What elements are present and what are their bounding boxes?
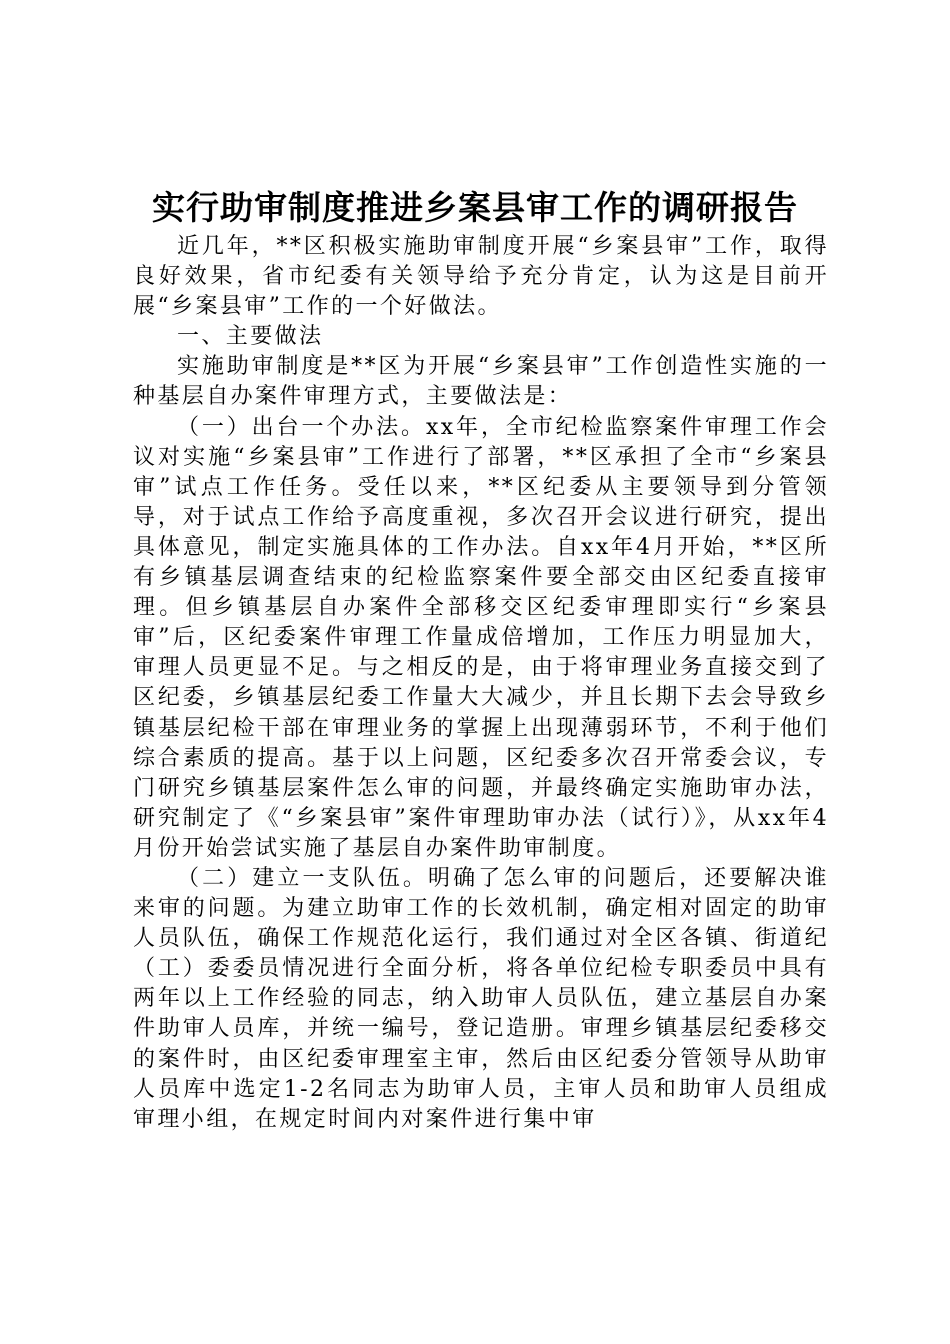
document-body bbox=[133, 232, 829, 1135]
section-heading-main-practices: 一、主要做法 bbox=[177, 324, 324, 350]
paragraph-item-1: （一）出台一个办法。xx年，全市纪检监察案件审理工作会议对实施“乡案县审”工作进行了部署，**区承担了全市“乡案县审”试点工作任务。受任以来，**区纪委从主要领导到分管领导，对于试点工作给予高度重视，多次召开会议进行研究，提出具体意见，制定实施具体的工作办法。自xx年4月开始，**区所有乡镇基层调查结束的纪检监察案件要全部交由区纪委直接审理。但乡镇基层自办案件全部移交区纪委审理即实行“乡案县审”后，区纪委案件审理工作量成倍增加，工作压力明显加大，审理人员更显不足。与之相反的是，由于将审理业务直接交到了区纪委，乡镇基层纪委工作量大大减少，并且长期下去会导致乡镇基层纪检干部在审理业务的掌握上出现薄弱环节，不利于他们综合素质的提高。基于以上问题，区纪委多次召开常委会议，专门研究乡镇基层案件怎么审的问题，并最终确定实施助审办法，研究制定了《“乡案县审”案件审理助审办法（试行）》，从xx年4月份开始尝试实施了基层自办案件助审制度。 bbox=[133, 414, 829, 861]
paragraph-intro: 近几年，**区积极实施助审制度开展“乡案县审”工作，取得良好效果，省市纪委有关领导给予充分肯定，认为这是目前开展“乡案县审”工作的一个好做法。 bbox=[133, 234, 829, 320]
document-title: 实行助审制度推进乡案县审工作的调研报告 bbox=[152, 188, 798, 227]
paragraph-item-2: （二）建立一支队伍。明确了怎么审的问题后，还要解决谁来审的问题。为建立助审工作的长效机制，确定相对固定的助审人员队伍，确保工作规范化运行，我们通过对全区各镇、街道纪（工）委委员情况进行全面分析，将各单位纪检专职委员中具有两年以上工作经验的同志，纳入助审人员队伍，建立基层自办案件助审人员库，并统一编号，登记造册。审理乡镇基层纪委移交的案件时，由区纪委审理室主审，然后由区纪委分管领导从助审人员库中选定1-2名同志为助审人员，主审人员和助审人员组成审理小组，在规定时间内对案件进行集中审 bbox=[133, 865, 829, 1132]
paragraph-practices-summary: 实施助审制度是**区为开展“乡案县审”工作创造性实施的一种基层自办案件审理方式，主要做法是： bbox=[133, 354, 829, 410]
